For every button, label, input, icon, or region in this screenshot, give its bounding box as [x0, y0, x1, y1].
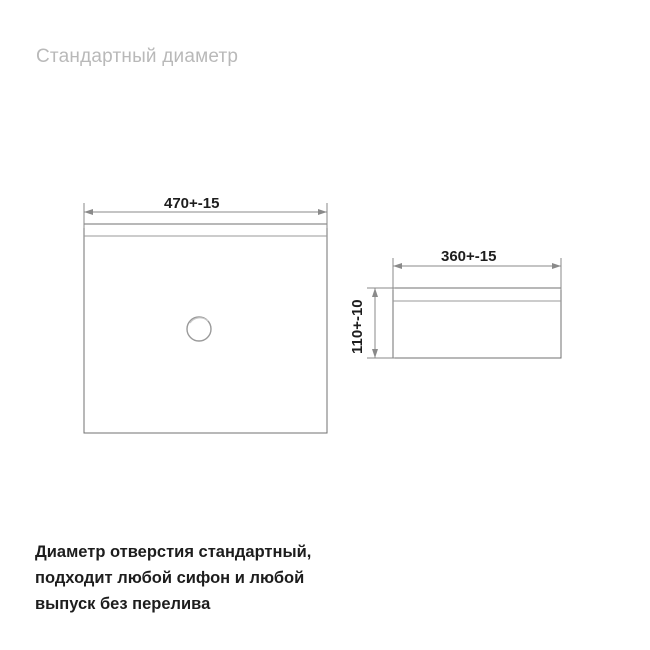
side-dim-arrow-right — [552, 263, 561, 269]
top-dim-arrow-right — [318, 209, 327, 215]
caption-line-3: выпуск без перелива — [35, 595, 211, 613]
dimension-label-side-height: 110+-10 — [349, 299, 366, 354]
page-title: Стандартный диаметр — [36, 46, 239, 67]
side-dim-arrow-left — [393, 263, 402, 269]
dimension-label-side-width: 360+-15 — [441, 248, 497, 265]
side-view-outline — [393, 288, 561, 358]
dimension-label-top-width: 470+-15 — [164, 195, 220, 212]
height-dim-arrow-top — [372, 288, 378, 297]
caption-line-1: Диаметр отверстия стандартный, — [35, 543, 312, 561]
top-dim-arrow-left — [84, 209, 93, 215]
caption-text — [35, 539, 435, 617]
caption-line-2: подходит любой сифон и любой — [35, 569, 305, 587]
height-dim-arrow-bottom — [372, 349, 378, 358]
